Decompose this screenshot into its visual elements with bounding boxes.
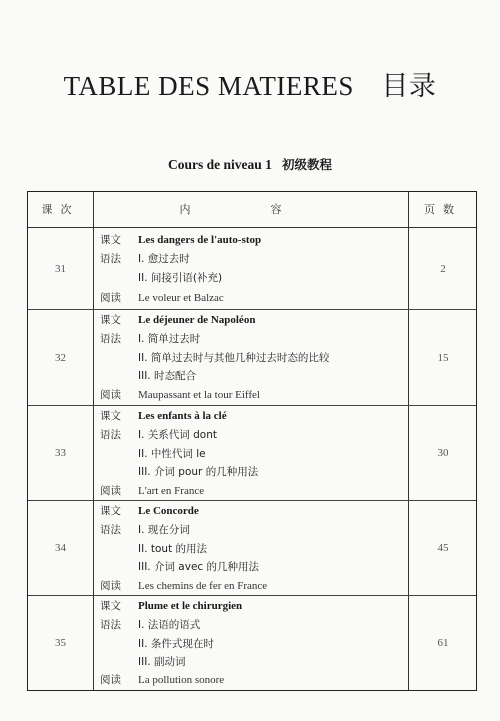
reading-label: 阅读	[100, 389, 121, 401]
table-row	[28, 228, 476, 310]
grammar-item: II. 条件式现在时	[138, 638, 214, 650]
text-line	[100, 596, 242, 615]
table-row	[28, 310, 476, 406]
grammar-label: 语法	[100, 619, 121, 631]
header-lesson: 课次	[41, 203, 80, 216]
page-number: 61	[437, 636, 449, 649]
reading-title: Le voleur et Balzac	[138, 292, 224, 304]
reading-label: 阅读	[100, 580, 121, 592]
grammar-item: II. 简单过去时与其他几种过去时态的比较	[138, 352, 330, 364]
grammar-item: II. tout 的用法	[138, 543, 208, 555]
page-title: TABLE DES MATIERES 目录	[63, 71, 437, 101]
reading-title: Maupassant et la tour Eiffel	[138, 389, 260, 401]
lesson-number: 33	[55, 447, 66, 459]
lesson-title: Le Concorde	[138, 505, 199, 517]
grammar-label: 语法	[100, 429, 121, 441]
grammar-item: I. 关系代词 dont	[138, 429, 217, 441]
lesson-title: Les dangers de l'auto-stop	[138, 234, 262, 246]
grammar-line	[100, 652, 185, 671]
grammar-item: III. 副动词	[138, 656, 186, 668]
grammar-line	[100, 329, 200, 348]
grammar-item: III. 介词 pour 的几种用法	[138, 466, 259, 478]
reading-label: 阅读	[100, 292, 121, 304]
table-row	[28, 501, 476, 596]
lesson-number: 34	[55, 542, 66, 554]
grammar-line	[100, 615, 200, 634]
text-line	[100, 406, 227, 425]
grammar-line	[100, 366, 196, 385]
grammar-item: II. 间接引语(补充)	[138, 272, 223, 284]
reading-line	[100, 670, 224, 689]
grammar-item: III. 时态配合	[138, 370, 196, 382]
grammar-line	[100, 348, 329, 367]
lesson-number: 35	[55, 636, 66, 649]
text-label: 课文	[100, 314, 121, 326]
text-label: 课文	[100, 505, 121, 517]
grammar-line	[100, 268, 222, 287]
grammar-line	[100, 520, 190, 539]
subtitle-chinese: 初级教程	[281, 157, 332, 172]
lesson-title: Les enfants à la clé	[138, 410, 227, 422]
reading-title: Les chemins de fer en France	[138, 580, 268, 592]
text-line	[100, 501, 199, 520]
grammar-line	[100, 634, 214, 653]
grammar-item: III. 介词 avec 的几种用法	[138, 561, 260, 573]
grammar-item: I. 愈过去时	[138, 253, 190, 265]
grammar-line	[100, 425, 217, 444]
page-number: 15	[437, 351, 449, 364]
text-label: 课文	[100, 410, 121, 422]
grammar-label: 语法	[100, 333, 121, 345]
toc-table	[27, 191, 477, 691]
page-number: 45	[437, 542, 449, 554]
reading-line	[100, 576, 267, 595]
reading-line	[100, 481, 204, 500]
lesson-number: 32	[55, 351, 66, 364]
grammar-label: 语法	[100, 524, 121, 536]
header-page: 页数	[424, 203, 462, 216]
subtitle-french: Cours de niveau 1	[168, 157, 272, 172]
page-number: 2	[440, 262, 446, 275]
grammar-item: I. 现在分词	[138, 524, 190, 536]
grammar-item: I. 简单过去时	[138, 333, 201, 345]
text-line	[100, 310, 255, 329]
reading-title: La pollution sonore	[138, 674, 225, 686]
lesson-number: 31	[55, 262, 66, 275]
grammar-label: 语法	[100, 253, 121, 265]
grammar-line	[100, 462, 258, 481]
reading-line	[100, 385, 260, 404]
text-label: 课文	[100, 600, 121, 612]
page-number: 30	[437, 447, 449, 459]
grammar-line	[100, 249, 190, 268]
grammar-line	[100, 539, 207, 558]
table-row	[28, 596, 476, 689]
grammar-item: I. 法语的语式	[138, 619, 201, 631]
text-label: 课文	[100, 234, 121, 246]
reading-label: 阅读	[100, 674, 121, 686]
reading-label: 阅读	[100, 485, 121, 497]
reading-line	[100, 288, 224, 307]
lesson-title: Plume et le chirurgien	[138, 600, 243, 612]
grammar-line	[100, 444, 206, 463]
table-row	[28, 406, 476, 501]
section-subtitle	[0, 155, 500, 173]
text-line	[100, 230, 261, 249]
lesson-title: Le déjeuner de Napoléon	[138, 314, 256, 326]
table-header	[28, 192, 476, 228]
grammar-item: II. 中性代词 le	[138, 448, 206, 460]
header-content: 内容	[179, 203, 362, 216]
reading-title: L'art en France	[138, 485, 205, 497]
grammar-line	[100, 557, 259, 576]
